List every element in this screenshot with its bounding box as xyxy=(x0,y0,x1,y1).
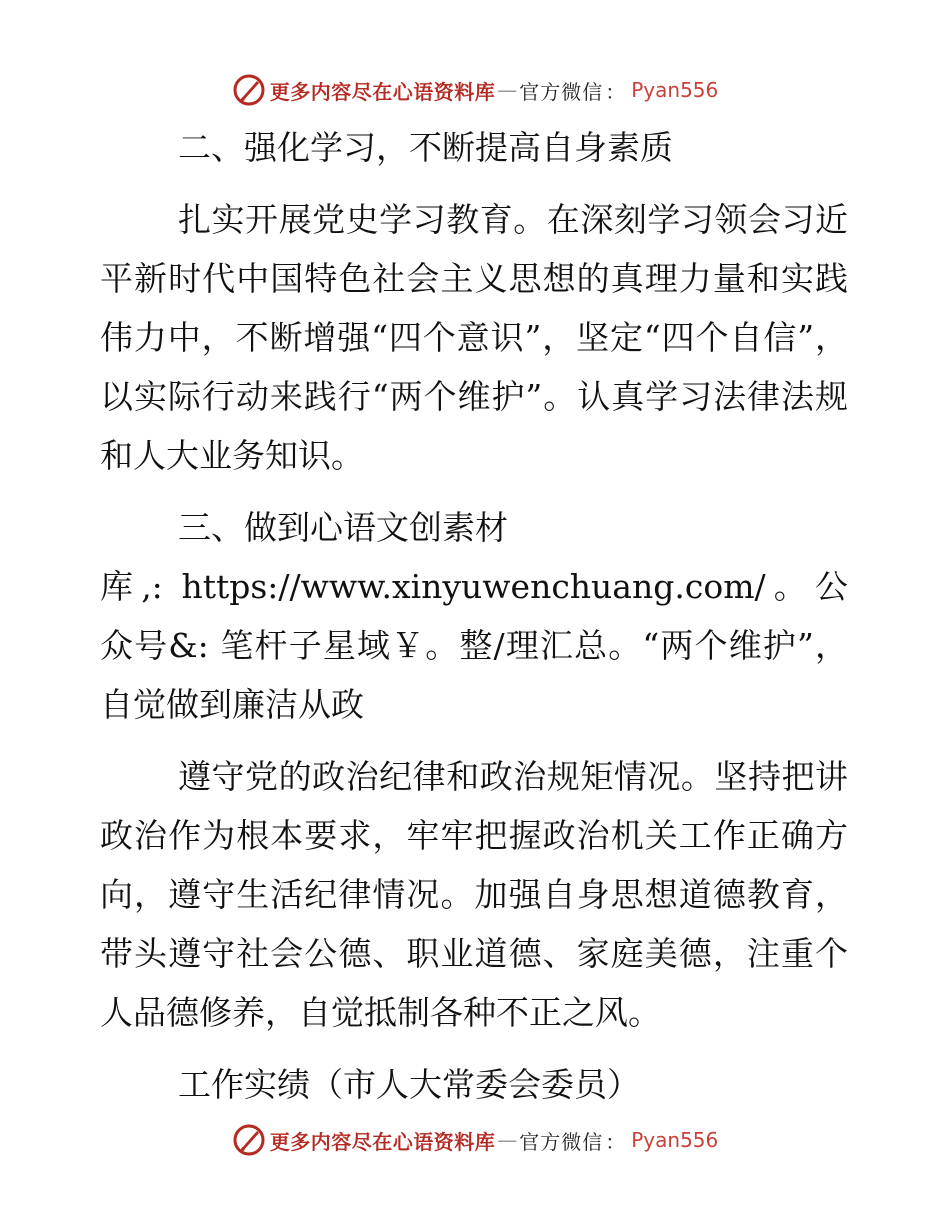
section-heading-3-continued: 库,: https://www.xinyuwenchuang.com/。公众号&: 笔杆子星域￥。整/理汇总。“两个维护”，自觉做到廉洁从政 xyxy=(100,567,848,724)
quill-logo-icon xyxy=(232,1123,266,1157)
quill-logo-icon xyxy=(232,73,266,107)
document-body xyxy=(100,118,848,1114)
watermark-dash: — xyxy=(497,1128,518,1152)
section-heading-work: 工作实绩（市人大常委会委员） xyxy=(178,1065,640,1104)
paragraph-party-history: 扎实开展党史学习教育。在深刻学习领会习近平新时代中国特色社会主义思想的真理力量和实践伟力中，不断增强“四个意识”，坚定“四个自信”，以实际行动来践行“两个维护”。认真学习法律法规和人大业务知识。 xyxy=(100,200,848,475)
watermark-official-label: 官方微信 xyxy=(519,79,604,104)
watermark-main-text: 更多内容尽在心语资料库 xyxy=(269,1129,496,1154)
watermark-official-label: 官方微信 xyxy=(519,1129,604,1154)
watermark-wechat-id: Pyan556 xyxy=(631,1128,719,1152)
section-heading-3: 三、做到心语文创素材 xyxy=(178,508,508,547)
watermark-main-text: 更多内容尽在心语资料库 xyxy=(269,79,496,104)
watermark-colon: ： xyxy=(605,79,626,104)
watermark-banner-bottom xyxy=(0,1120,950,1160)
watermark-wechat-id: Pyan556 xyxy=(631,78,719,102)
watermark-banner-top xyxy=(0,70,950,110)
section-heading-2: 二、强化学习，不断提高自身素质 xyxy=(178,128,673,167)
paragraph-discipline: 遵守党的政治纪律和政治规矩情况。坚持把讲政治作为根本要求，牢牢把握政治机关工作正确方向，遵守生活纪律情况。加强自身思想道德教育，带头遵守社会公德、职业道德、家庭美德，注重个人品德修养，自觉抵制各种不正之风。 xyxy=(100,757,848,1032)
watermark-colon: ： xyxy=(605,1129,626,1154)
watermark-dash: — xyxy=(497,78,518,102)
